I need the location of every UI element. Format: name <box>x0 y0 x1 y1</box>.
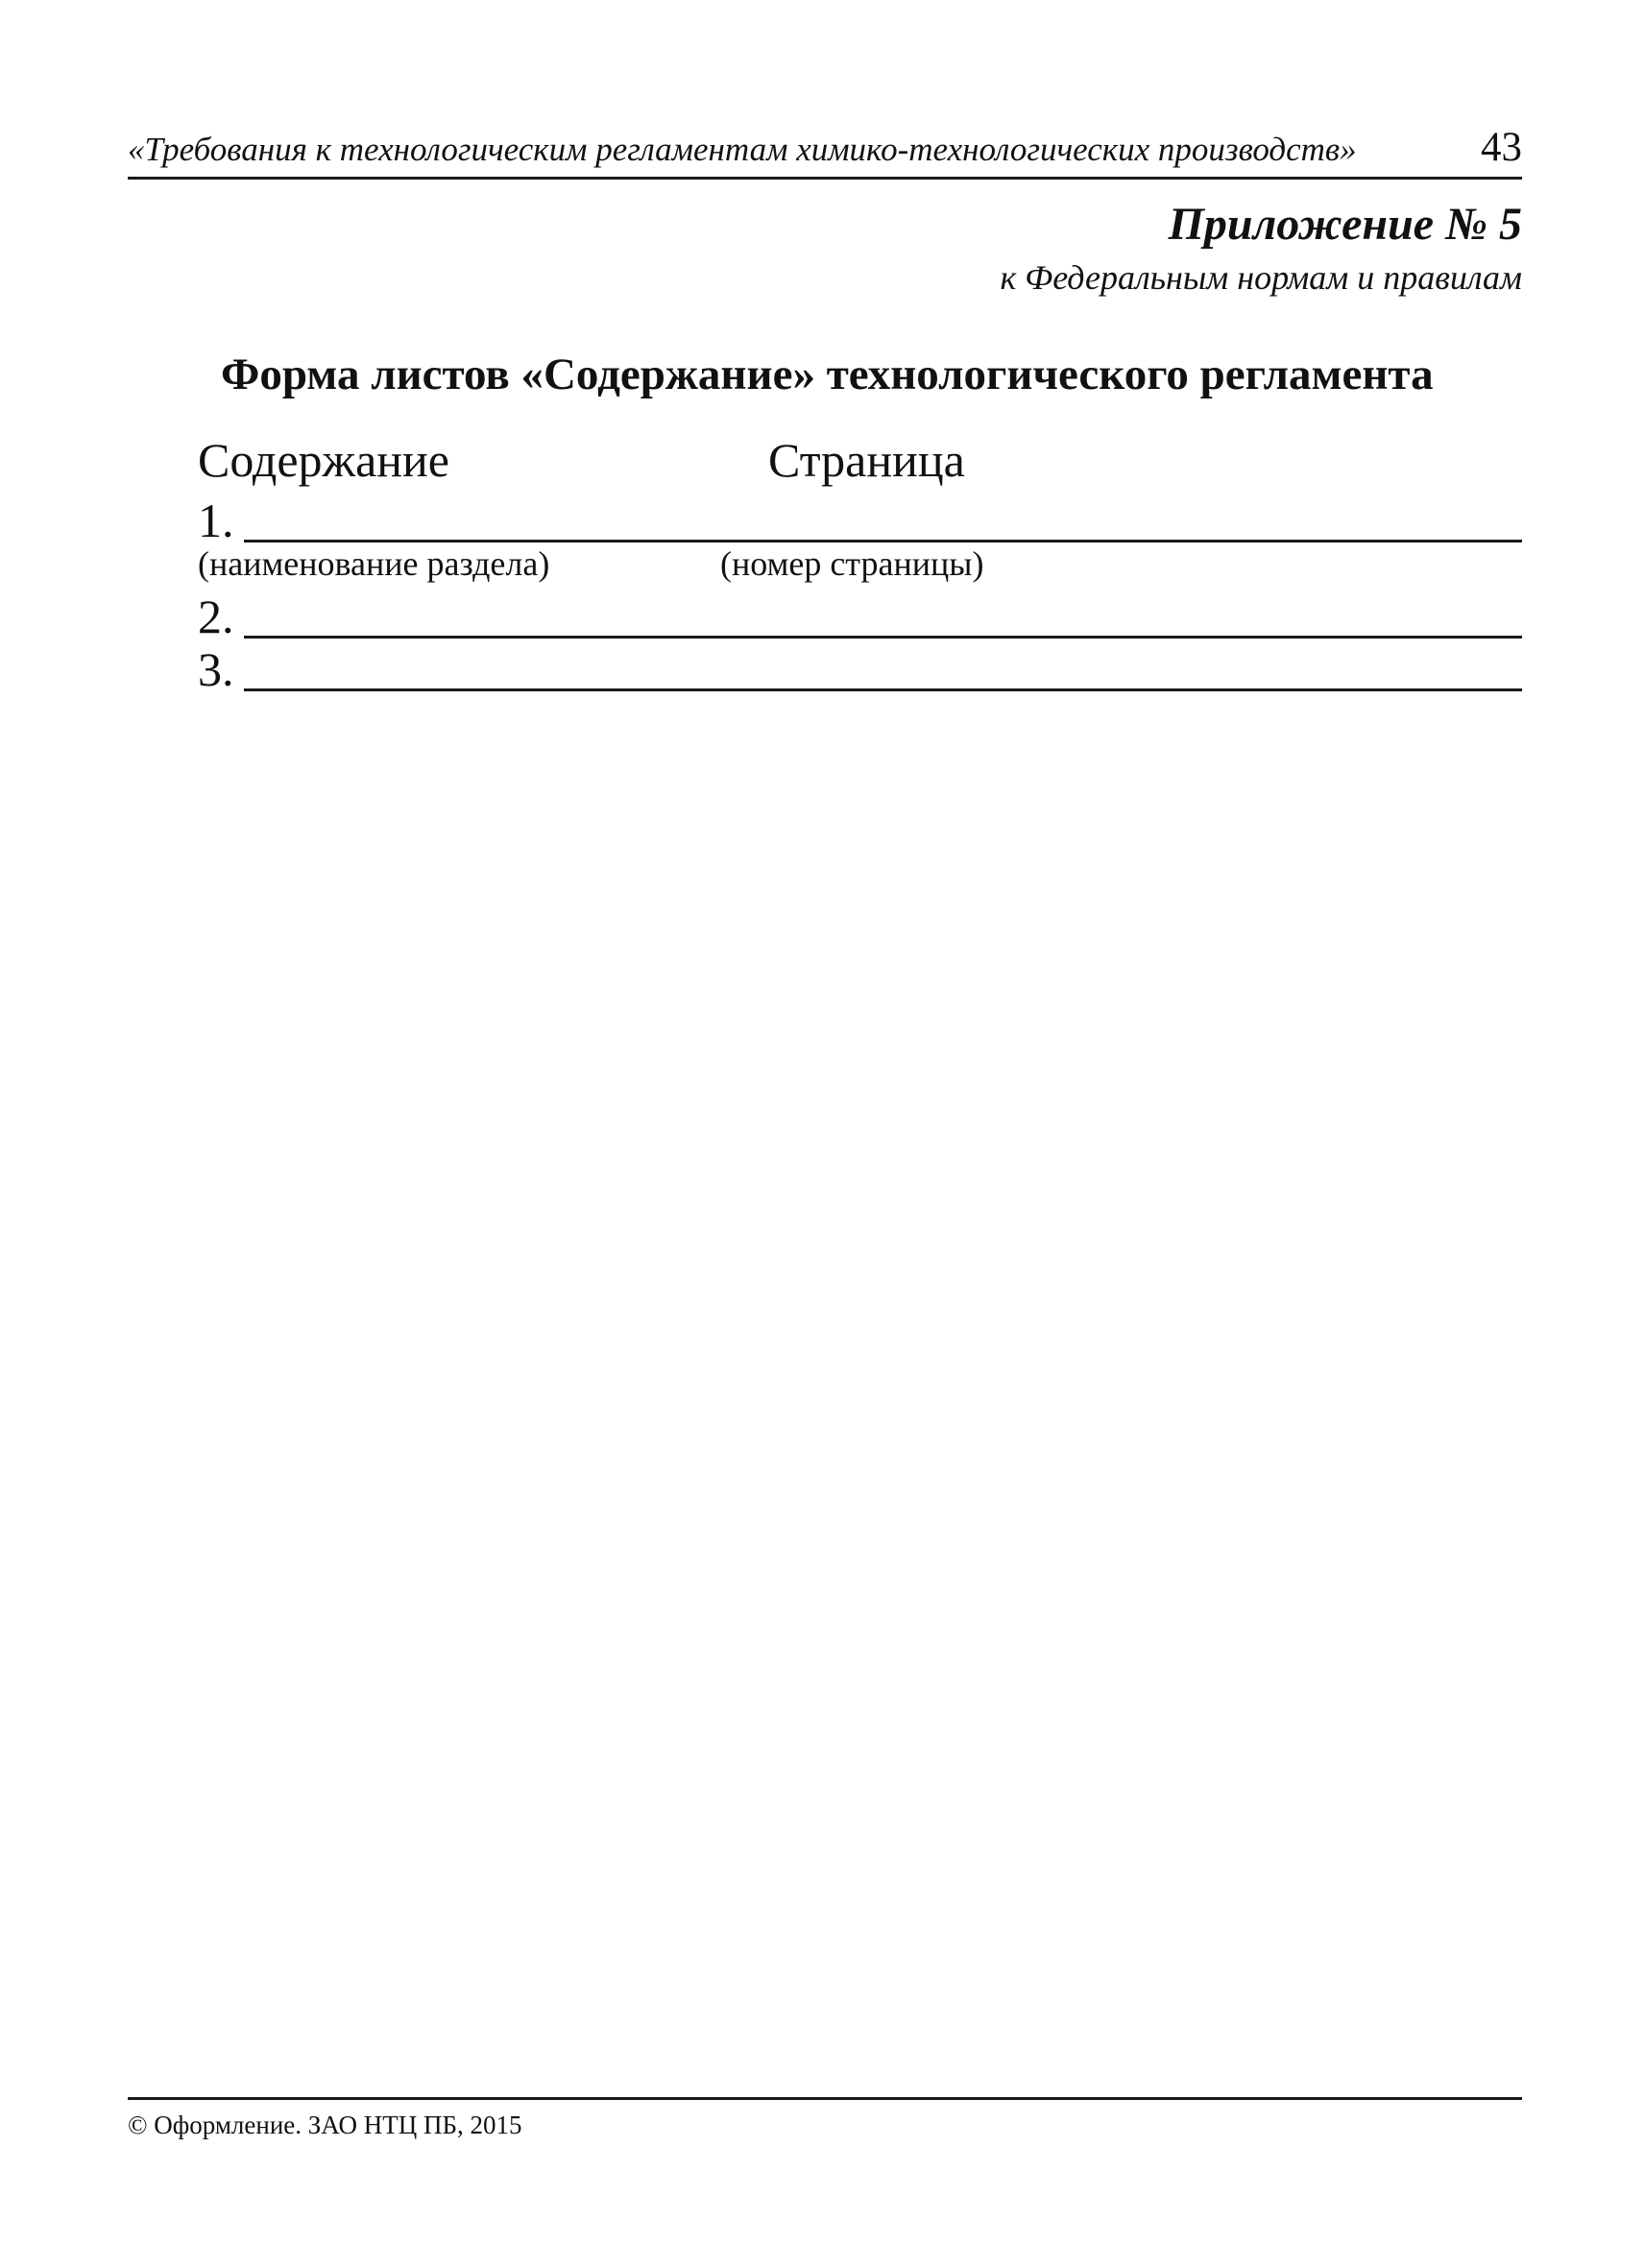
running-header <box>128 127 1522 180</box>
form-title: Форма листов «Содержание» технологического регламента <box>221 350 1434 399</box>
entry-row-2 <box>198 581 1522 643</box>
entry-number: 3. <box>198 642 234 696</box>
copyright-notice: © Оформление. ЗАО НТЦ ПБ, 2015 <box>128 2111 522 2139</box>
page-number: 43 <box>1481 125 1522 170</box>
entry-row-1 <box>198 485 1522 547</box>
entry-number: 1. <box>198 494 234 547</box>
column-header-page: Страница <box>768 433 965 487</box>
running-title: «Требования к технологическим регламентам химико-технологических производств» <box>128 131 1357 168</box>
entry-fill-line[interactable] <box>244 540 1522 543</box>
appendix-label: Приложение № 5 <box>1168 199 1522 250</box>
entry-fill-line[interactable] <box>244 688 1522 691</box>
appendix-subtitle: к Федеральным нормам и правилам <box>1000 258 1522 297</box>
entry-number: 2. <box>198 590 234 643</box>
footer-divider <box>128 2097 1522 2100</box>
entry-row-3 <box>198 634 1522 696</box>
hint-section-name: (наименование раздела) <box>198 544 550 583</box>
column-header-content: Содержание <box>198 433 449 487</box>
hint-page-number: (номер страницы) <box>720 544 984 583</box>
